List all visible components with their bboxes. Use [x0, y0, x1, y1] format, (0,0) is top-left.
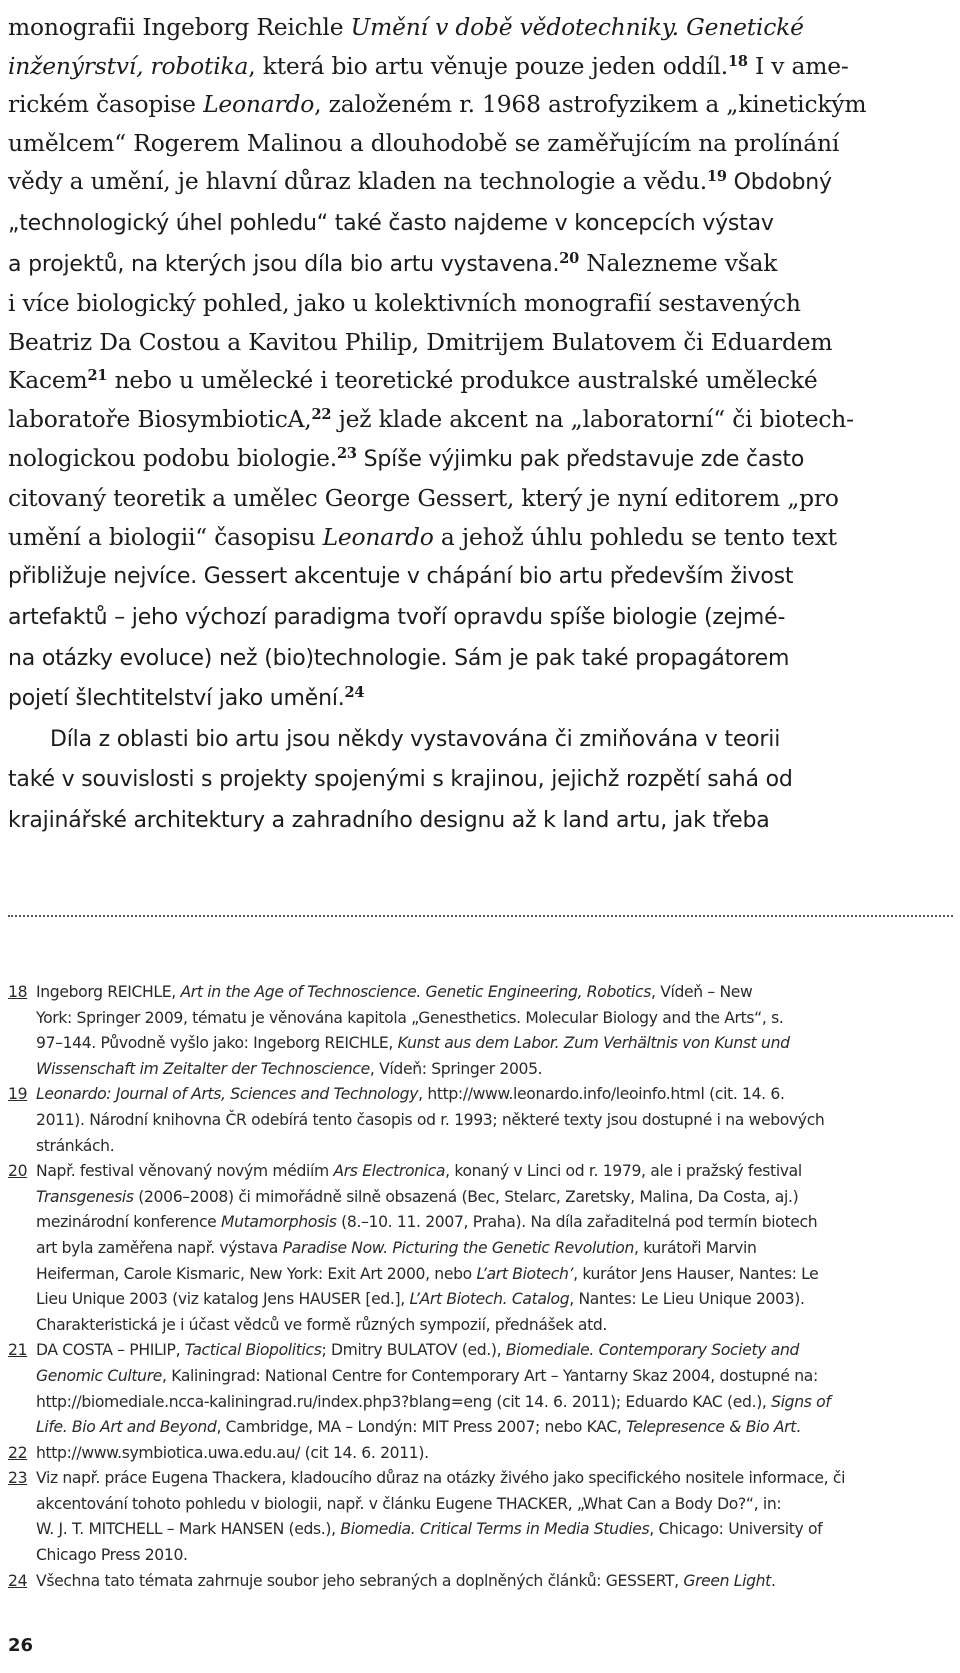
footnote-19: [8, 1082, 953, 1159]
text-line: vědy a umění, je hlavní důraz kladen na technologie a vědu.$^{19}$ Obdobný: [8, 167, 832, 196]
footnote-ref[interactable]: 22: [311, 405, 332, 423]
text-line: umění a biologii“ časopisu Leonardo a jehož úhlu pohledu se tento text: [8, 522, 837, 551]
page-number: 26: [8, 1635, 34, 1656]
footnote-line: Ingeborg REICHLE, Art in the Age of Technoscience. Genetic Engineering, Robotics, Vídeň – New: [36, 983, 753, 1001]
text-line: pojetí šlechtitelství jako umění.$^{24}$: [8, 684, 365, 712]
text-line: i více biologický pohled, jako u kolektivních monografií sestavených: [8, 289, 801, 318]
text-line: krajinářské architektury a zahradního designu až k land artu, jak třeba: [8, 807, 770, 833]
text-line: Díla z oblasti bio artu jsou někdy vystavována či zmiňována v teorii: [50, 726, 781, 752]
text-line: přibližuje nejvíce. Gessert akcentuje v chápání bio artu především živost: [8, 564, 794, 590]
text-line: monografii Ingeborg Reichle Umění v době vědotechniky. Genetické: [8, 13, 804, 41]
footnote-number[interactable]: 18: [8, 983, 28, 1001]
footnote-ref[interactable]: 23: [337, 444, 357, 462]
footnote-line: Transgenesis (2006–2008) či mimořádně silně obsazená (Bec, Stelarc, Zaretsky, Malina, Da Costa, aj.): [36, 1187, 799, 1206]
text-line: inženýrství, robotika, která bio artu věnuje pouze jeden oddíl.$^{18}$ I v ame-: [8, 51, 849, 80]
text-line: Beatriz Da Costou a Kavitou Philip, Dmitrijem Bulatovem či Eduardem: [8, 327, 833, 356]
footnote-number[interactable]: 22: [8, 1443, 28, 1462]
footnote-divider: [8, 915, 953, 917]
footnote-ref[interactable]: 18: [728, 52, 748, 70]
footnote-line: http://biomediale.ncca-kaliningrad.ru/index.php3?blang=eng (cit 14. 6. 2011); Eduardo KAC (ed.), Signs of: [36, 1392, 831, 1411]
footnote-ref[interactable]: 19: [707, 168, 727, 186]
text-line: a projektů, na kterých jsou díla bio artu vystavena.$^{20}$ Nalezneme však: [8, 248, 778, 277]
text-line: laboratoře BiosymbioticA,$^{22}$ jež klade akcent na „laboratorní“ či biotech-: [8, 404, 854, 433]
text-line: rickém časopise Leonardo, založeném r. 1968 astrofyzikem a „kinetickým: [8, 90, 867, 119]
text-line: na otázky evoluce) než (bio)technologie. Sám je pak také propagátorem: [8, 645, 790, 671]
footnote-line: Genomic Culture, Kaliningrad: National Centre for Contemporary Art – Yantarny Skaz 2004, dostupné na:: [36, 1366, 818, 1385]
footnote-line: York: Springer 2009, tématu je věnována kapitola „Genesthetics. Molecular Biology and the Arts“, s.: [36, 1008, 784, 1027]
footnote-number[interactable]: 23: [8, 1469, 28, 1488]
footnote-line: Viz např. práce Eugena Thackera, kladoucího důraz na otázky živého jako specifického nositele informace, či: [36, 1469, 846, 1488]
footnote-line: DA COSTA – PHILIP, Tactical Biopolitics; Dmitry BULATOV (ed.), Biomediale. Contemporary Society and: [36, 1341, 800, 1360]
footnote-number[interactable]: 24: [8, 1571, 28, 1590]
footnote-ref[interactable]: 24: [344, 684, 365, 702]
footnote-line: 2011). Národní knihovna ČR odebírá tento časopis od r. 1993; některé texty jsou dostupné i na webových: [36, 1110, 825, 1129]
footnote-line: Např. festival věnovaný novým médiím Ars Electronica, konaný v Linci od r. 1979, ale i pražský festival: [36, 1162, 802, 1181]
footnote-line: art byla zaměřena např. výstava Paradise Now. Picturing the Genetic Revolution, kurátoři Marvin: [36, 1238, 757, 1257]
footnote-21: [8, 1338, 953, 1440]
footnote-line: W. J. T. MITCHELL – Mark HANSEN (eds.), Biomedia. Critical Terms in Media Studies, Chicago: University of: [36, 1520, 823, 1539]
text-line: umělcem“ Rogerem Malinou a dlouhodobě se zaměřujícím na prolínání: [8, 128, 840, 157]
text-line: Kacem$^{21}$ nebo u umělecké i teoretické produkce australské umělecké: [8, 366, 818, 395]
footnote-line: Chicago Press 2010.: [36, 1546, 188, 1565]
footnotes: [8, 980, 953, 1594]
text-line: artefaktů – jeho výchozí paradigma tvoří opravdu spíše biologie (zejmé-: [8, 604, 786, 630]
text-line: citovaný teoretik a umělec George Gessert, který je nyní editorem „pro: [8, 484, 839, 513]
footnote-line: Leonardo: Journal of Arts, Sciences and Technology, http://www.leonardo.info/leoinfo.html (cit. 14. 6.: [36, 1085, 785, 1104]
footnote-line: stránkách.: [36, 1136, 115, 1155]
text-line: nologickou podobu biologie.$^{23}$ Spíše výjimku pak představuje zde často: [8, 443, 805, 472]
footnote-line: akcentování tohoto pohledu v biologii, např. v článku Eugene THACKER, „What Can a Body Do?“, in:: [36, 1494, 782, 1513]
footnote-link[interactable]: http://www.symbiotica.uwa.edu.au/ (cit 14. 6. 2011).: [36, 1443, 429, 1462]
footnote-24: [8, 1569, 953, 1595]
footnote-line: 97–144. Původně vyšlo jako: Ingeborg REICHLE, Kunst aus dem Labor. Zum Verhältnis von Kunst und: [36, 1034, 790, 1053]
footnote-22: [8, 1441, 953, 1467]
footnote-line: Lieu Unique 2003 (viz katalog Jens HAUSER [ed.], L’Art Biotech. Catalog, Nantes: Le Lieu Unique 2003).: [36, 1290, 805, 1309]
footnote-number[interactable]: 21: [8, 1341, 28, 1360]
text-line: „technologický úhel pohledu“ také často najdeme v koncepcích výstav: [8, 210, 774, 236]
footnote-ref[interactable]: 21: [87, 367, 108, 385]
footnote-line: Charakteristická je i účast vědců ve formě různých sympozií, přednášek atd.: [36, 1315, 608, 1334]
footnote-line: Wissenschaft im Zeitalter der Technoscience, Vídeň: Springer 2005.: [36, 1059, 543, 1078]
footnote-18: [8, 980, 953, 1082]
footnote-line: Všechna tato témata zahrnuje soubor jeho sebraných a doplněných článků: GESSERT, Green Light.: [36, 1571, 776, 1590]
footnote-line: mezinárodní konference Mutamorphosis (8.–10. 11. 2007, Praha). Na díla zařaditelná pod termín biotech: [36, 1213, 818, 1232]
main-text: [8, 8, 938, 840]
footnote-number[interactable]: 20: [8, 1162, 28, 1181]
footnote-line: Heiferman, Carole Kismaric, New York: Exit Art 2000, nebo L’art Biotech’, kurátor Jens Hauser, Nantes: Le: [36, 1264, 819, 1283]
footnote-number[interactable]: 19: [8, 1085, 28, 1104]
footnote-23: [8, 1466, 953, 1568]
footnote-ref[interactable]: 20: [559, 249, 580, 267]
footnote-20: [8, 1159, 953, 1338]
text-line: také v souvislosti s projekty spojenými s krajinou, jejichž rozpětí sahá od: [8, 767, 793, 793]
footnote-line: Life. Bio Art and Beyond, Cambridge, MA – Londýn: MIT Press 2007; nebo KAC, Telepresence & Bio Art.: [36, 1418, 801, 1437]
